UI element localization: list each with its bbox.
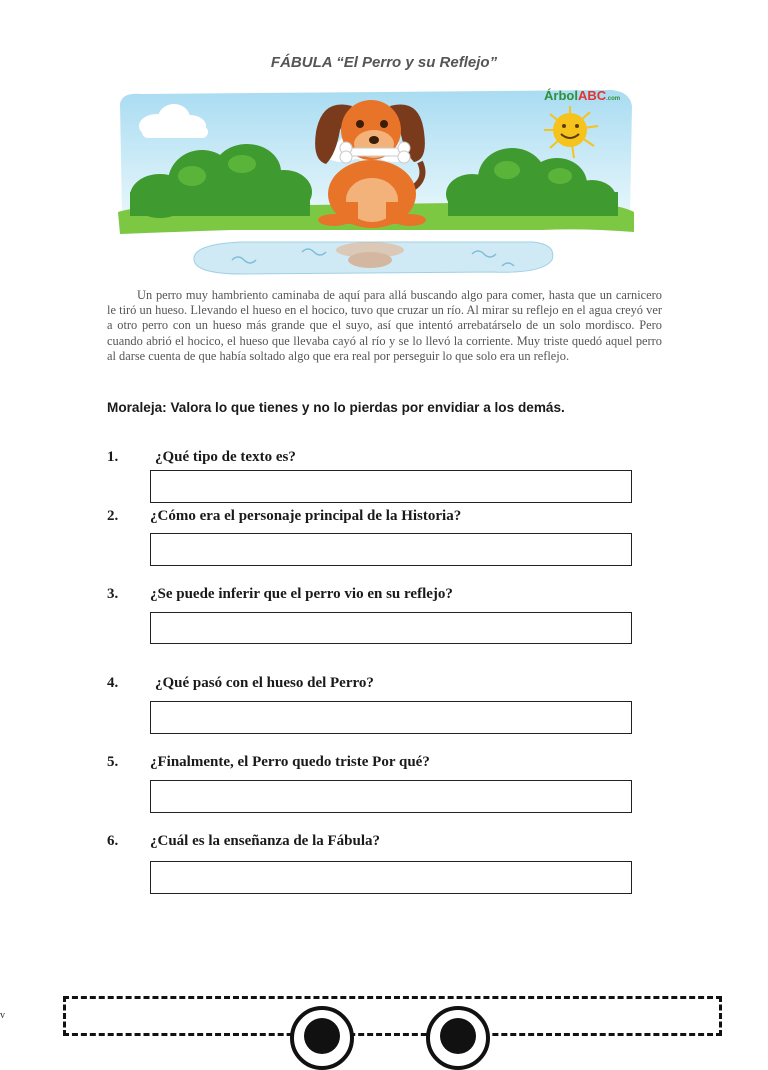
question-text: ¿Finalmente, el Perro quedo triste Por qué? xyxy=(150,754,430,770)
question-number: 2. xyxy=(107,508,119,524)
answer-box-6[interactable] xyxy=(150,861,632,894)
answer-box-2[interactable] xyxy=(150,533,632,566)
answer-box-5[interactable] xyxy=(150,780,632,813)
question-text: ¿Se puede inferir que el perro vio en su reflejo? xyxy=(150,586,453,602)
logo-part-3: .com xyxy=(606,96,621,102)
question-number: 6. xyxy=(107,833,119,849)
question-number: 1. xyxy=(107,449,119,465)
question-text: ¿Cuál es la enseñanza de la Fábula? xyxy=(150,833,381,849)
answer-box-1[interactable] xyxy=(150,470,632,503)
answer-box-3[interactable] xyxy=(150,612,632,644)
page-title: FÁBULA “El Perro y su Reflejo” xyxy=(270,54,498,71)
logo-part-2: ABC xyxy=(577,88,607,103)
question-text: ¿Qué tipo de texto es? xyxy=(155,449,296,465)
decorative-circle-right xyxy=(426,1006,490,1070)
dog-reflection-illustration xyxy=(112,84,642,280)
question-text: ¿Qué pasó con el hueso del Perro? xyxy=(155,675,374,691)
corner-mark: v xyxy=(0,1010,5,1021)
story-paragraph: Un perro muy hambriento caminaba de aquí para allá buscando algo para comer, hasta que un carnicero le tiró un hueso. Llevando el hueso en el hocico, tuvo que cruzar un río. Al mirar su reflejo en el agua creyó ver a otro perro con un hueso más grande que el suyo, así que intentó arrebatárselo de un solo mordisco. Pero cuando abrió el hocico, el hueso que llevaba cayó al río y se lo llevó la corriente. Muy triste quedó aquel perro al darse cuenta de que había soltado algo que era real por perseguir lo que solo era un reflejo. xyxy=(107,288,662,363)
decorative-circle-left xyxy=(290,1006,354,1070)
dashed-cut-border xyxy=(63,996,722,1036)
question-text: ¿Cómo era el personaje principal de la Historia? xyxy=(150,508,462,524)
question-number: 4. xyxy=(107,675,119,691)
answer-box-4[interactable] xyxy=(150,701,632,734)
logo-part-1: Árbol xyxy=(544,88,578,103)
question-number: 3. xyxy=(107,586,119,602)
moral-statement: Moraleja: Valora lo que tienes y no lo pierdas por envidiar a los demás. xyxy=(107,400,565,415)
question-number: 5. xyxy=(107,754,119,770)
